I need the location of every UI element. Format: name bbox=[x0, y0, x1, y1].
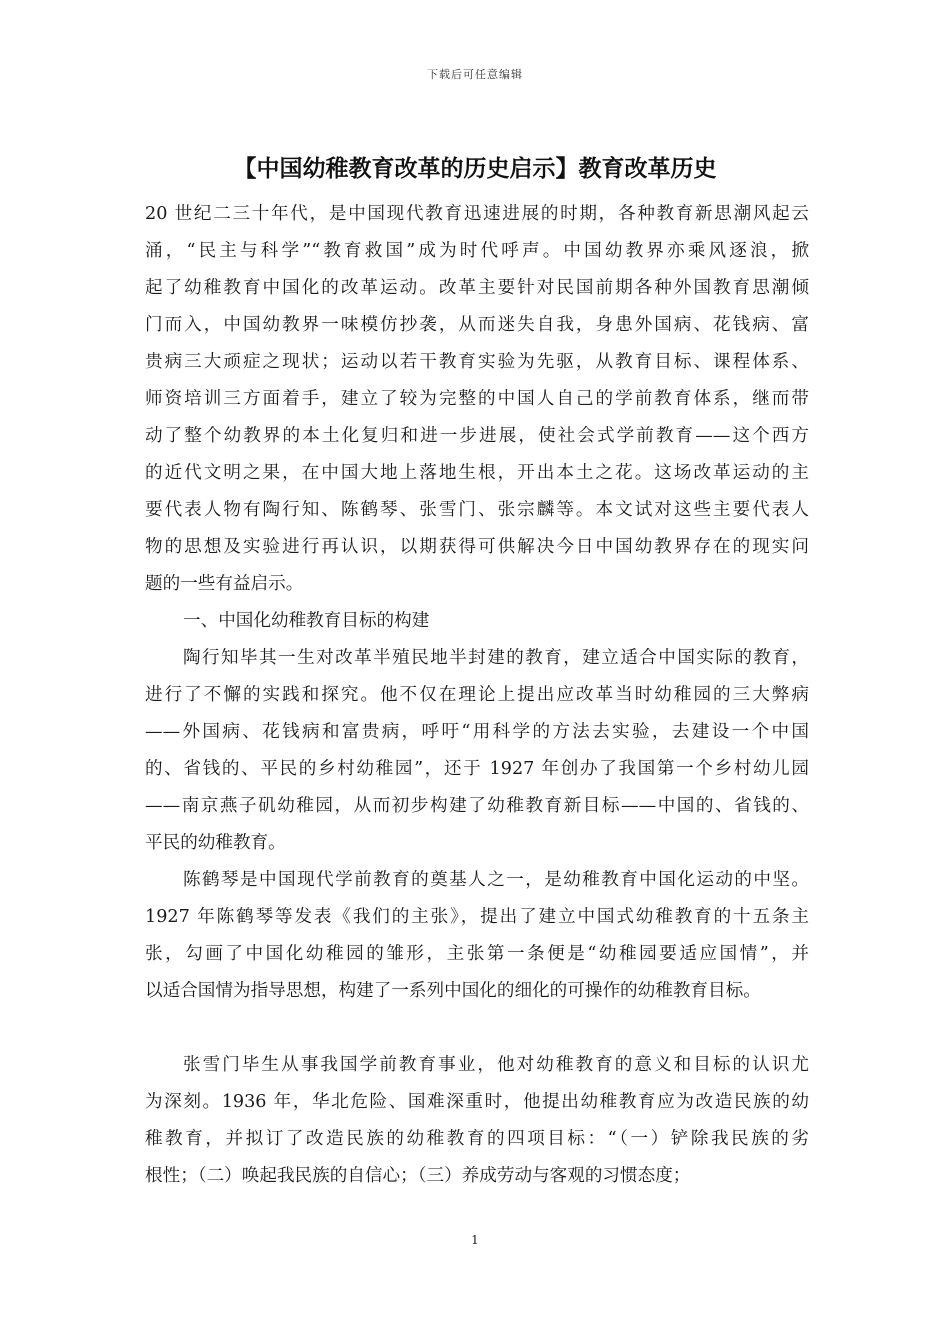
body-line: 张雪门毕生从事我国学前教育事业，他对幼稚教育的意义和目标的认识尤 bbox=[183, 1055, 809, 1075]
body-line: 师资培训三方面着手，建立了较为完整的中国人自己的学前教育体系，继而带 bbox=[145, 389, 809, 409]
body-line: 以适合国情为指导思想，构建了一系列中国化的细化的可操作的幼稚教育目标。 bbox=[145, 981, 761, 1001]
body-line: 物的思想及实验进行再认识，以期获得可供解决今日中国幼教界存在的现实问 bbox=[145, 537, 809, 557]
body-line: 动了整个幼教界的本土化复归和进一步进展，使社会式学前教育——这个西方 bbox=[145, 426, 809, 446]
body-line: 进行了不懈的实践和探究。他不仅在理论上提出应改革当时幼稚园的三大弊病 bbox=[145, 685, 809, 705]
document-title: 【中国幼稚教育改革的历史启示】教育改革历史 bbox=[233, 156, 717, 182]
body-line: 的近代文明之果，在中国大地上落地生根，开出本土之花。这场改革运动的主 bbox=[145, 463, 809, 483]
body-line: ——南京燕子矶幼稚园，从而初步构建了幼稚教育新目标——中国的、省钱的、 bbox=[145, 796, 809, 816]
body-line: 起了幼稚教育中国化的改革运动。改革主要针对民国前期各种外国教育思潮倾 bbox=[145, 278, 809, 298]
body-line: 门而入，中国幼教界一味模仿抄袭，从而迷失自我，身患外国病、花钱病、富 bbox=[145, 315, 809, 335]
body-line: 20 世纪二三十年代，是中国现代教育迅速进展的时期，各种教育新思潮风起云 bbox=[145, 204, 809, 224]
body-line: 为深刻。1936 年，华北危险、国难深重时，他提出幼稚教育应为改造民族的幼 bbox=[145, 1092, 809, 1112]
page-header-note: 下载后可任意编辑 bbox=[427, 68, 523, 81]
body-line: 陶行知毕其一生对改革半殖民地半封建的教育，建立适合中国实际的教育， bbox=[183, 648, 809, 668]
body-line: 根性；（二）唤起我民族的自信心；（三）养成劳动与客观的习惯态度； bbox=[145, 1166, 691, 1186]
body-line: 稚教育，并拟订了改造民族的幼稚教育的四项目标：“（一）铲除我民族的劣 bbox=[145, 1129, 809, 1149]
body-line: 1927 年陈鹤琴等发表《我们的主张》，提出了建立中国式幼稚教育的十五条主 bbox=[145, 907, 809, 927]
body-line: 平民的幼稚教育。 bbox=[145, 833, 286, 853]
body-line: 的、省钱的、平民的乡村幼稚园”，还于 1927 年创办了我国第一个乡村幼儿园 bbox=[145, 759, 809, 779]
page-number: 1 bbox=[471, 1233, 479, 1247]
body-line: 陈鹤琴是中国现代学前教育的奠基人之一，是幼稚教育中国化运动的中坚。 bbox=[183, 870, 809, 890]
body-line: 贵病三大顽症之现状；运动以若干教育实验为先驱，从教育目标、课程体系、 bbox=[145, 352, 809, 372]
body-line: 张，勾画了中国化幼稚园的雏形，主张第一条便是“幼稚园要适应国情”，并 bbox=[145, 944, 809, 964]
body-line: 要代表人物有陶行知、陈鹤琴、张雪门、张宗麟等。本文试对这些主要代表人 bbox=[145, 500, 809, 520]
body-line: 题的一些有益启示。 bbox=[145, 574, 304, 594]
body-line: ——外国病、花钱病和富贵病，呼吁“用科学的方法去实验，去建设一个中国 bbox=[145, 722, 809, 742]
body-line: 涌，“民主与科学”“教育救国”成为时代呼声。中国幼教界亦乘风逐浪，掀 bbox=[145, 241, 809, 261]
paragraph-gap bbox=[145, 1010, 809, 1047]
section-heading: 一、中国化幼稚教育目标的构建 bbox=[183, 611, 430, 631]
document-body bbox=[145, 196, 809, 1195]
